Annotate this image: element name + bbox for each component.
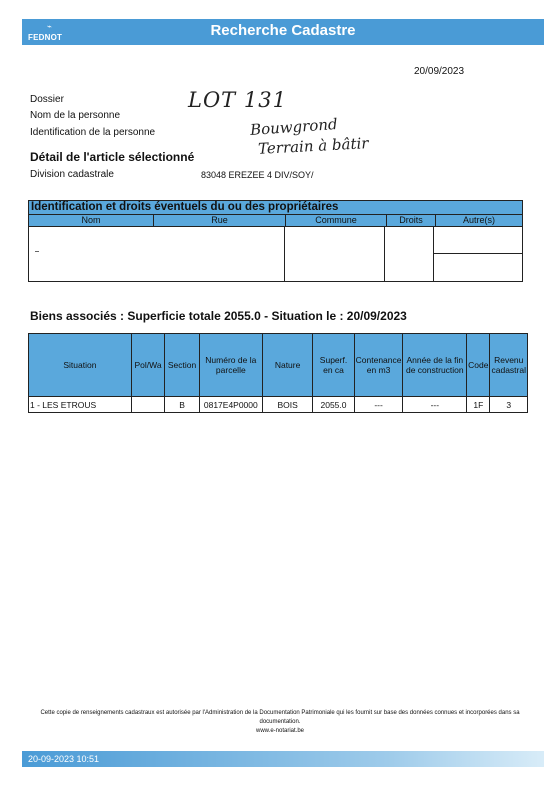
footer-note: Cette copie de renseignements cadastraux est autorisée par l'Administration de la Documentation Patrimoniale qui les fournit sur base des données connues et incorporées dans sa documentation. <box>40 710 520 725</box>
division-label: Division cadastrale <box>30 169 114 180</box>
cell-polwa <box>131 397 164 413</box>
goods-col-nature: Nature <box>262 334 313 397</box>
division-value: 83048 EREZEE 4 DIV/SOY/ <box>201 170 314 180</box>
cell-section: B <box>165 397 200 413</box>
goods-col-annee: Année de la fin de construction <box>403 334 467 397</box>
goods-table <box>28 333 528 413</box>
goods-col-code: Code <box>467 334 490 397</box>
goods-header-row <box>29 334 528 397</box>
cell-annee: --- <box>403 397 467 413</box>
footer-url[interactable]: www.e-notariat.be <box>255 728 305 734</box>
logo-text: FEDNOT <box>28 33 63 42</box>
goods-col-polwa: Pol/Wa <box>131 334 164 397</box>
owners-col-droits: Droits <box>387 215 436 226</box>
article-title: Détail de l'article sélectionné <box>30 150 195 164</box>
dossier-label: Dossier <box>30 94 64 105</box>
cell-situation: 1 - LES ETROUS <box>29 397 132 413</box>
handwritten-line1: Bouwgrond <box>249 114 339 140</box>
owners-col-commune: Commune <box>286 215 387 226</box>
cell-nature: BOIS <box>262 397 313 413</box>
goods-col-superf: Superf. en ca <box>313 334 354 397</box>
table-row <box>29 397 528 413</box>
owners-table-title: Identification et droits éventuels du ou des propriétaires <box>29 201 522 215</box>
handwritten-line2: Terrain à bâtir <box>257 134 369 158</box>
goods-col-section: Section <box>165 334 200 397</box>
goods-col-revenu: Revenu cadastral <box>490 334 528 397</box>
cell-parcelle: 0817E4P0000 <box>199 397 262 413</box>
owners-col-rue: Rue <box>154 215 286 226</box>
handwritten-lot: LOT 131 <box>188 88 287 112</box>
footer-bar <box>22 751 544 767</box>
owners-header-row <box>29 215 522 227</box>
owners-col-autres: Autre(s) <box>462 215 495 225</box>
cell-code: 1F <box>467 397 490 413</box>
goods-title: Biens associés : Superficie totale 2055.0 - Situation le : 20/09/2023 <box>30 309 407 323</box>
cell-contenance: --- <box>354 397 403 413</box>
logo-mark-icon: ⌁ <box>47 22 52 31</box>
owners-redacted-body <box>29 227 522 281</box>
footer-timestamp: 20-09-2023 10:51 <box>28 754 100 764</box>
owners-table <box>28 200 523 282</box>
page-title: Recherche Cadastre <box>210 22 356 39</box>
goods-col-contenance: Contenance en m3 <box>354 334 403 397</box>
nom-label: Nom de la personne <box>30 110 121 121</box>
cell-superf: 2055.0 <box>313 397 354 413</box>
ident-label: Identification de la personne <box>30 127 156 138</box>
goods-col-situation: Situation <box>29 334 132 397</box>
owners-col-nom: Nom <box>29 215 154 226</box>
goods-col-parcelle: Numéro de la parcelle <box>199 334 262 397</box>
document-date: 20/09/2023 <box>414 66 465 77</box>
cell-revenu: 3 <box>490 397 528 413</box>
